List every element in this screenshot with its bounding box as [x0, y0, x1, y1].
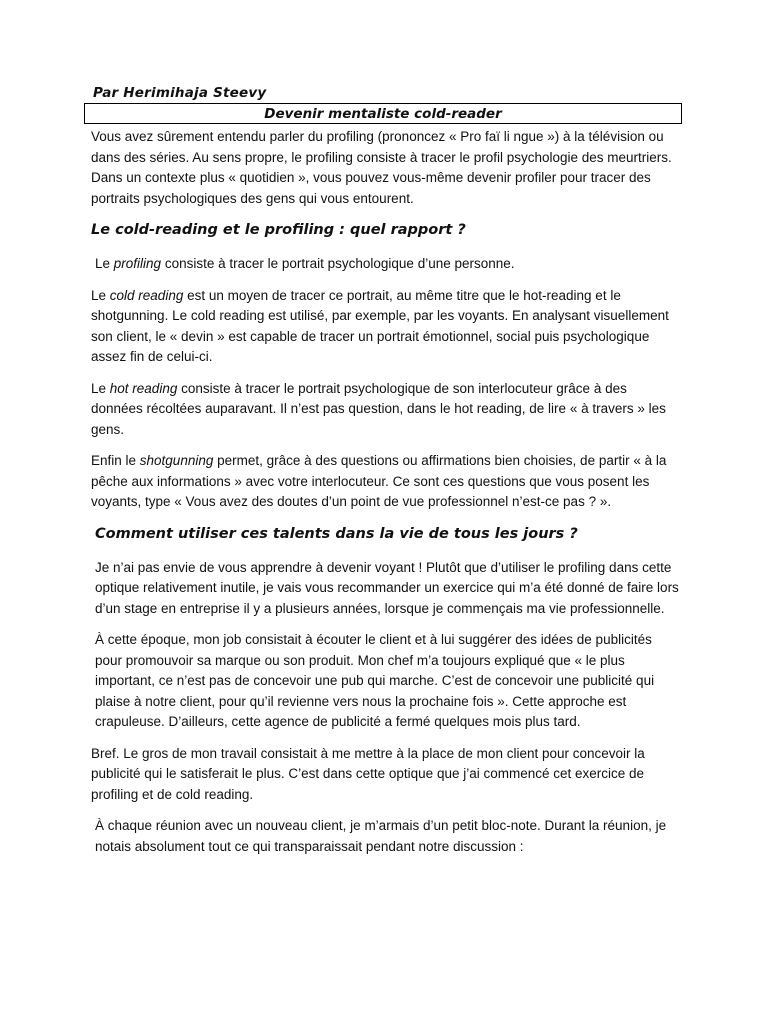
- section-heading-daily-use: Comment utiliser ces talents dans la vie de tous les jours ?: [95, 525, 578, 542]
- term-profiling: profiling: [113, 256, 162, 271]
- text-segment: consiste à tracer le portrait psychologique de son interlocuteur grâce à des données récoltées auparavant. Il n’est pas question, dans le hot reading, de lire « à travers » les gens.: [91, 380, 666, 437]
- intro-paragraph: Vous avez sûrement entendu parler du profiling (prononcez « Pro faï li ngue ») à la télévision ou dans des séries. Au sens propre, le profiling consiste à tracer le profil psychologie des meurtriers. Dans un contexte plus « quotidien », vous pouvez vous-même devenir profiler pour tracer des portraits psychologiques des gens qui vous entourent.: [91, 129, 672, 206]
- paragraph-meeting: À chaque réunion avec un nouveau client, je m’armais d’un petit bloc-note. Durant la réunion, je notais absolument tout ce qui transparaissait pendant notre discussion :: [95, 818, 667, 854]
- text-segment: permet, grâce à des questions ou affirmations bien choisies, de partir « à la pêche aux informations » avec votre interlocuteur. Ce sont ces questions que vous posent les voyants, type « Vous avez des doutes d’un point de vue professionnel n’est-ce pas ? ».: [91, 453, 667, 509]
- section-heading-cold-reading: Le cold-reading et le profiling : quel rapport ?: [91, 222, 466, 238]
- term-cold-reading: cold reading: [109, 287, 184, 303]
- text-segment: consiste à tracer le portrait psychologique d’une personne.: [161, 256, 515, 271]
- text-segment: Le: [91, 380, 110, 396]
- term-shotgunning: shotgunning: [139, 453, 214, 468]
- paragraph-shotgunning: [91, 451, 681, 513]
- document-title: Devenir mentaliste cold-reader: [84, 103, 682, 124]
- paragraph-cold-reading: [91, 286, 681, 368]
- paragraph-job: À cette époque, mon job consistait à écouter le client et à lui suggérer des idées de publicités pour promouvoir sa marque ou son produit. Mon chef m’a toujours expliqué que « le plus important, ce n’est pas de concevoir une pub qui marche. C’est de concevoir une publicité qui plaise à notre client, pour qu’il revienne vers nous la prochaine fois ». Cette approche est crapuleuse. D’ailleurs, cette agence de publicité a fermé quelques mois plus tard.: [95, 632, 655, 729]
- text-segment: Le: [95, 256, 114, 271]
- text-segment: Enfin le: [91, 453, 140, 468]
- author-line: Par Herimihaja Steevy: [93, 85, 267, 101]
- paragraph-profiling: [91, 254, 681, 275]
- text-segment: Le: [91, 287, 110, 303]
- paragraph-no-psychic: Je n’ai pas envie de vous apprendre à devenir voyant ! Plutôt que d’utiliser le profiling dans cette optique relativement inutile, je vais vous recommander un exercice qui m’a été donné de faire lors d’un stage en entreprise il y a plusieurs années, lorsque je commençais ma vie professionnelle.: [95, 559, 679, 616]
- paragraph-hot-reading: [91, 379, 681, 441]
- document-body: [91, 127, 681, 868]
- text-segment: est un moyen de tracer ce portrait, au même titre que le hot-reading et le shotgunning. Le cold reading est utilisé, par exemple, par les voyants. En analysant visuellement son client, le « devin » est capable de tracer un portrait émotionnel, social puis psychologique assez fin de celui-ci.: [91, 287, 669, 364]
- paragraph-work: Bref. Le gros de mon travail consistait à me mettre à la place de mon client pour concevoir la publicité qui le satisferait le plus. C’est dans cette optique que j’ai commencé cet exercice de profiling et de cold reading.: [91, 745, 645, 802]
- term-hot-reading: hot reading: [109, 380, 178, 396]
